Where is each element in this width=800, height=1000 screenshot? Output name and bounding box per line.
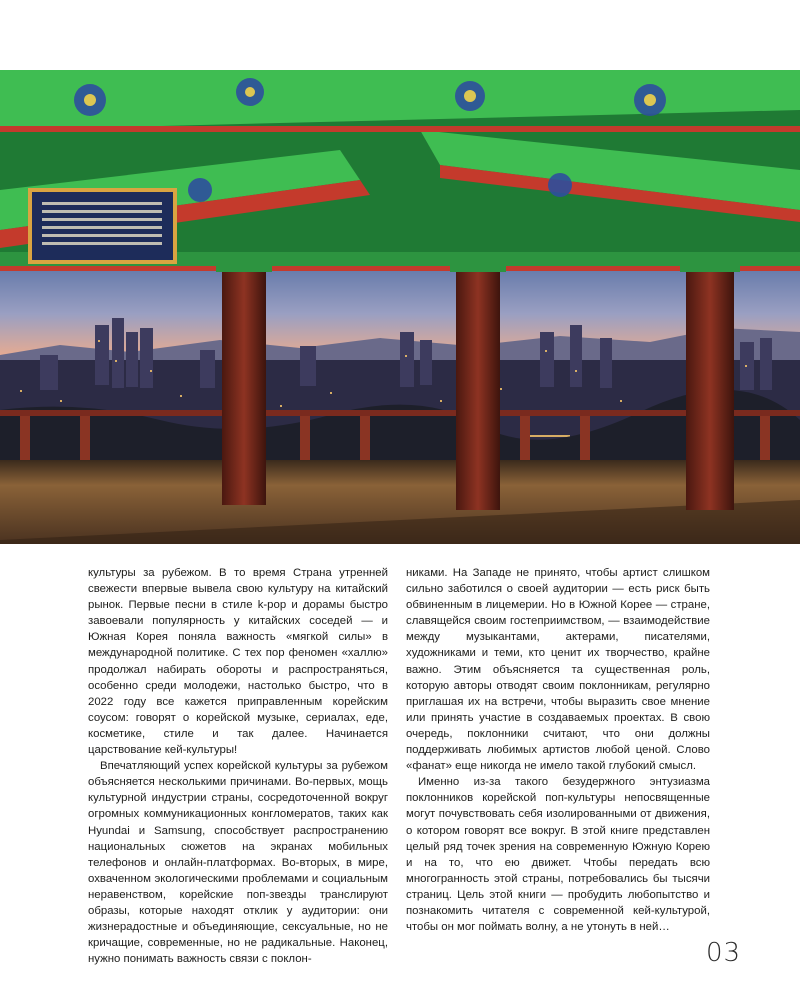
paragraph: никами. На Западе не принято, чтобы артист слишком сильно заботился о своей аудитории — есть риск быть обвиненным в лицемерии. Но в Южной Корее — стране, славящейся своим гостеприимством, — взаимодействие между музыкантами, актерами, писателями, художниками и теми, кто ценит их творчество, крайне важно. Этим объясняется та существенная роль, которую авторы отводят своим поклонникам, регулярно приглашая их на встречи, чтобы выразить свое мнение или принять участие в создаваемых проектах. В свою очередь, поклонники считают, что они должны поддерживать любимых артистов любой ценой. Слово «фанат» еще никогда не имело такой глубокий смысл.	[406, 567, 710, 773]
paragraph: Впечатляющий успех корейской культуры за рубежом объясняется несколькими причинами. Во-первых, мощь культурной индустрии страны, сосредоточенной вокруг огромных коммуникационных конгломератов, таких как Hyundai и Samsung, способствует распространению национальных сюжетов на экранах мобильных телефонов и онлайн-платформах. Во-вторых, в мире, охваченном экологическими проблемами и социальным неравенством, корейские поп-звезды транслируют образы, которые находят отклик у аудитории: они жизнерадостные и объединяющие, сексуальные, но не кричащие, современные, но не радикальные. Наконец, нужно понимать важность связи с поклон-	[88, 760, 388, 966]
text-column-left	[88, 565, 388, 967]
pavilion-cityscape-image	[0, 70, 800, 544]
hero-photo	[0, 70, 800, 544]
paragraph: культуры за рубежом. В то время Страна утренней свежести впервые вывела свою культуру на китайский рынок. Первые песни в стиле k-pop и дорамы быстро завоевали популярность у китайских соседей — и Южная Корея поняла важность «мягкой силы» в международной политике. С тех пор феномен «халлю» продолжал набирать обороты и распространяться, особенно среди молодежи, настолько быстро, что в 2022 году все кажется приправленным корейским соусом: говорят о корейской музыке, сериалах, еде, косметике, стиле и так далее. Начинается царствование кей-культуры!	[88, 567, 388, 757]
text-column-right	[406, 565, 710, 935]
page-number: 03	[706, 938, 742, 968]
paragraph: Именно из-за такого безудержного энтузиазма поклонников корейской поп-культуры непосвященные могут почувствовать себя изолированными от движения, о котором говорят все вокруг. В этой книге представлен целый ряд точек зрения на современную Южную Корею и на то, что ею движет. Чтобы передать всю многогранность этой страны, потребовались бы тысячи страниц. Цель этой книги — пробудить любопытство и познакомить читателя с современной кей-культурой, чтобы он мог поймать волну, а не утонуть в ней…	[406, 776, 710, 934]
